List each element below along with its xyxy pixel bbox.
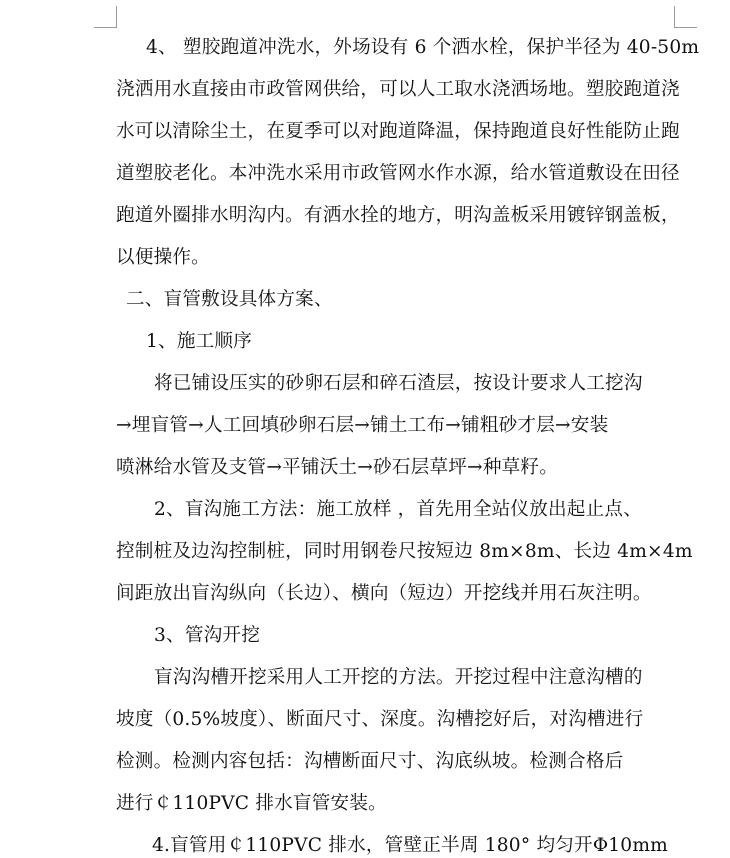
crop-mark-top-left-horizontal: [94, 27, 117, 28]
crop-mark-top-right-horizontal: [674, 27, 697, 28]
text-line: 道塑胶老化。本冲洗水采用市政管网水作水源，给水管道敷设在田径: [116, 163, 680, 184]
subsection-heading: 1、施工顺序: [146, 331, 252, 352]
text-line: 4、 塑胶跑道冲洗水，外场设有 6 个洒水栓，保护半径为 40-50m: [146, 37, 700, 58]
text-line: 浇洒用水直接由市政管网供给，可以人工取水浇洒场地。塑胶跑道浇: [116, 79, 680, 100]
text-line: 将已铺设压实的砂卵石层和碎石渣层，按设计要求人工挖沟: [154, 373, 643, 394]
section-heading: 二、盲管敷设具体方案、: [126, 289, 333, 310]
text-line: →埋盲管→人工回填砂卵石层→铺土工布→铺粗砂才层→安装: [116, 415, 609, 436]
text-line: 4.盲管用￠110PVC 排水，管壁正半周 180° 均匀开Φ10mm: [152, 835, 668, 856]
text-line: 喷淋给水管及支管→平铺沃土→砂石层草坪→种草籽。: [116, 457, 559, 478]
text-line: 检测。检测内容包括：沟槽断面尺寸、沟底纵坡。检测合格后: [116, 751, 624, 772]
text-line: 进行￠110PVC 排水盲管安装。: [116, 793, 387, 814]
text-line: 控制桩及边沟控制桩，同时用钢卷尺按短边 8m×8m、长边 4m×4m: [116, 541, 693, 562]
text-line: 间距放出盲沟纵向（长边）、横向（短边）开挖线并用石灰注明。: [116, 583, 652, 604]
text-line: 水可以清除尘土，在夏季可以对跑道降温，保持跑道良好性能防止跑: [116, 121, 680, 142]
text-line: 盲沟沟槽开挖采用人工开挖的方法。开挖过程中注意沟槽的: [154, 667, 643, 688]
text-line: 跑道外圈排水明沟内。有洒水拴的地方，明沟盖板采用镀锌钢盖板，: [116, 205, 680, 226]
text-line: 2、盲沟施工方法：施工放样 ，首先用全站仪放出起止点、: [154, 499, 642, 520]
text-line: 坡度（0.5%坡度）、断面尺寸、深度。沟槽挖好后，对沟槽进行: [116, 709, 644, 730]
crop-mark-top-right-vertical: [674, 6, 675, 28]
subsection-heading: 3、管沟开挖: [154, 625, 260, 646]
crop-mark-top-left-vertical: [116, 6, 117, 28]
text-line: 以便操作。: [116, 247, 210, 268]
